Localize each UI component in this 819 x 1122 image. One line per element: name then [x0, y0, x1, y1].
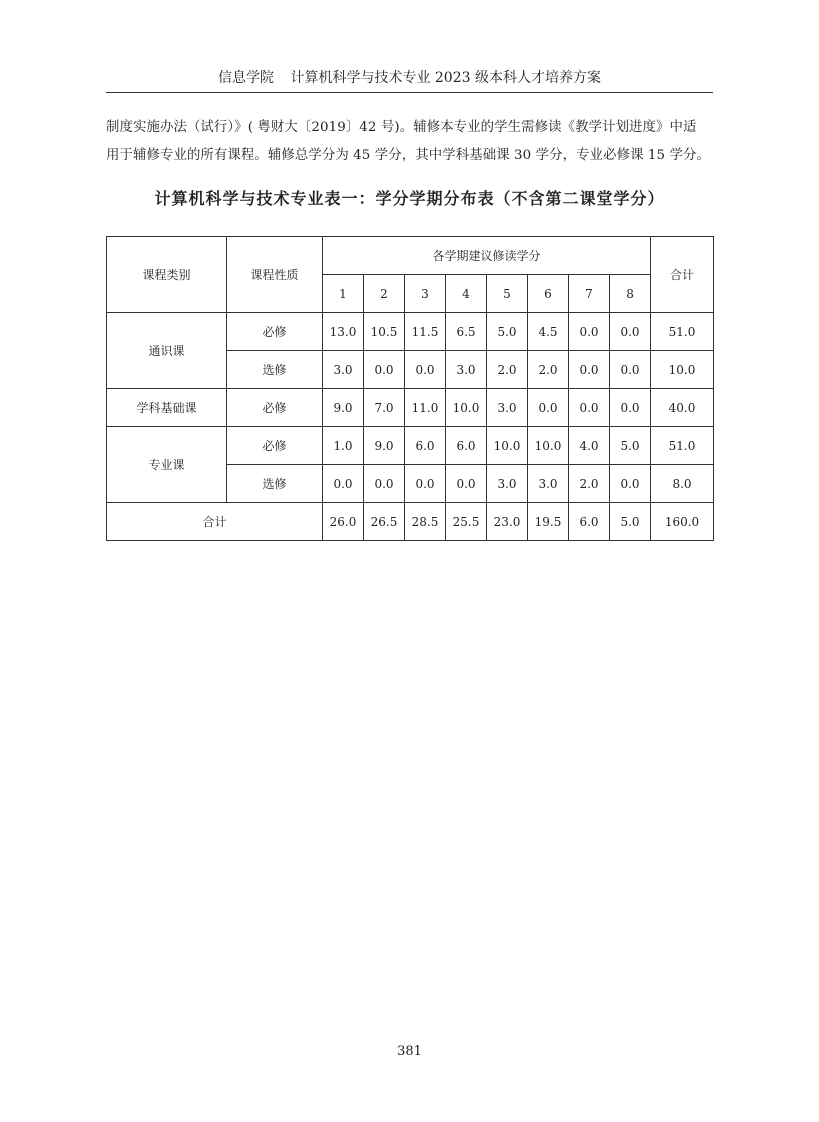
credit-cell: 10.5	[364, 313, 405, 351]
credit-cell: 0.0	[405, 351, 446, 389]
body-line-1: 制度实施办法（试行）》( 粤财大〔2019〕42 号)。辅修本专业的学生需修读《教学计划进度》中适	[106, 120, 697, 135]
credit-cell: 0.0	[364, 351, 405, 389]
credit-cell: 2.0	[569, 465, 610, 503]
credit-cell: 0.0	[405, 465, 446, 503]
page-header	[106, 68, 713, 88]
credit-cell: 0.0	[610, 389, 651, 427]
credit-cell: 2.0	[528, 351, 569, 389]
credit-cell: 4.0	[569, 427, 610, 465]
credit-cell: 1.0	[323, 427, 364, 465]
credit-cell: 10.0	[487, 427, 528, 465]
credit-cell: 9.0	[364, 427, 405, 465]
header-nature: 课程性质	[227, 237, 323, 313]
sum-cell: 19.5	[528, 503, 569, 541]
header-semester: 6	[528, 275, 569, 313]
row-total-cell: 10.0	[651, 351, 714, 389]
row-total-cell: 51.0	[651, 313, 714, 351]
credit-cell: 6.0	[446, 427, 487, 465]
credit-cell: 3.0	[487, 465, 528, 503]
credit-cell: 0.0	[610, 351, 651, 389]
sum-cell: 23.0	[487, 503, 528, 541]
category-cell: 学科基础课	[107, 389, 227, 427]
credit-cell: 9.0	[323, 389, 364, 427]
body-line-2: 用于辅修专业的所有课程。辅修总学分为 45 学分，其中学科基础课 30 学分，专业必修课 15 学分。	[106, 148, 710, 163]
credit-cell: 0.0	[364, 465, 405, 503]
grand-total-cell: 160.0	[651, 503, 714, 541]
credit-cell: 0.0	[610, 465, 651, 503]
sum-cell: 5.0	[610, 503, 651, 541]
credit-cell: 3.0	[323, 351, 364, 389]
credit-cell: 0.0	[446, 465, 487, 503]
credit-cell: 0.0	[569, 351, 610, 389]
header-divider	[106, 92, 713, 93]
header-school: 信息学院	[218, 70, 274, 86]
credit-cell: 3.0	[446, 351, 487, 389]
sum-label-cell: 合计	[107, 503, 323, 541]
nature-cell: 选修	[227, 351, 323, 389]
credit-cell: 7.0	[364, 389, 405, 427]
page-number: 381	[397, 1044, 422, 1059]
table-row	[107, 427, 714, 465]
row-total-cell: 51.0	[651, 427, 714, 465]
header-semester: 8	[610, 275, 651, 313]
credit-cell: 2.0	[487, 351, 528, 389]
nature-cell: 选修	[227, 465, 323, 503]
nature-cell: 必修	[227, 313, 323, 351]
header-semester: 5	[487, 275, 528, 313]
credit-cell: 10.0	[528, 427, 569, 465]
credit-cell: 0.0	[528, 389, 569, 427]
sum-cell: 6.0	[569, 503, 610, 541]
sum-cell: 26.0	[323, 503, 364, 541]
credit-cell: 4.5	[528, 313, 569, 351]
credit-cell: 3.0	[528, 465, 569, 503]
table-title: 计算机科学与技术专业表一：学分学期分布表（不含第二课堂学分）	[154, 189, 665, 208]
header-program-title: 计算机科学与技术专业 2023 级本科人才培养方案	[290, 70, 601, 86]
credit-cell: 11.0	[405, 389, 446, 427]
credit-cell: 6.5	[446, 313, 487, 351]
credit-cell: 3.0	[487, 389, 528, 427]
credit-cell: 0.0	[569, 389, 610, 427]
header-semester: 3	[405, 275, 446, 313]
credit-cell: 6.0	[405, 427, 446, 465]
credit-cell: 0.0	[610, 313, 651, 351]
sum-cell: 28.5	[405, 503, 446, 541]
header-semester: 4	[446, 275, 487, 313]
header-semesters-group: 各学期建议修读学分	[323, 237, 651, 275]
credit-cell: 11.5	[405, 313, 446, 351]
nature-cell: 必修	[227, 389, 323, 427]
credit-cell: 0.0	[323, 465, 364, 503]
header-semester: 7	[569, 275, 610, 313]
body-paragraph	[106, 114, 713, 170]
sum-cell: 26.5	[364, 503, 405, 541]
nature-cell: 必修	[227, 427, 323, 465]
credit-cell: 5.0	[610, 427, 651, 465]
credit-cell: 13.0	[323, 313, 364, 351]
header-total: 合计	[651, 237, 714, 313]
sum-cell: 25.5	[446, 503, 487, 541]
category-cell: 通识课	[107, 313, 227, 389]
table-row	[107, 313, 714, 351]
row-total-cell: 8.0	[651, 465, 714, 503]
credit-cell: 5.0	[487, 313, 528, 351]
credit-cell: 10.0	[446, 389, 487, 427]
category-cell: 专业课	[107, 427, 227, 503]
header-semester: 2	[364, 275, 405, 313]
credit-cell: 0.0	[569, 313, 610, 351]
table-row	[107, 389, 714, 427]
credit-distribution-table	[106, 236, 714, 541]
header-semester: 1	[323, 275, 364, 313]
header-category: 课程类别	[107, 237, 227, 313]
row-total-cell: 40.0	[651, 389, 714, 427]
sum-row	[107, 503, 714, 541]
